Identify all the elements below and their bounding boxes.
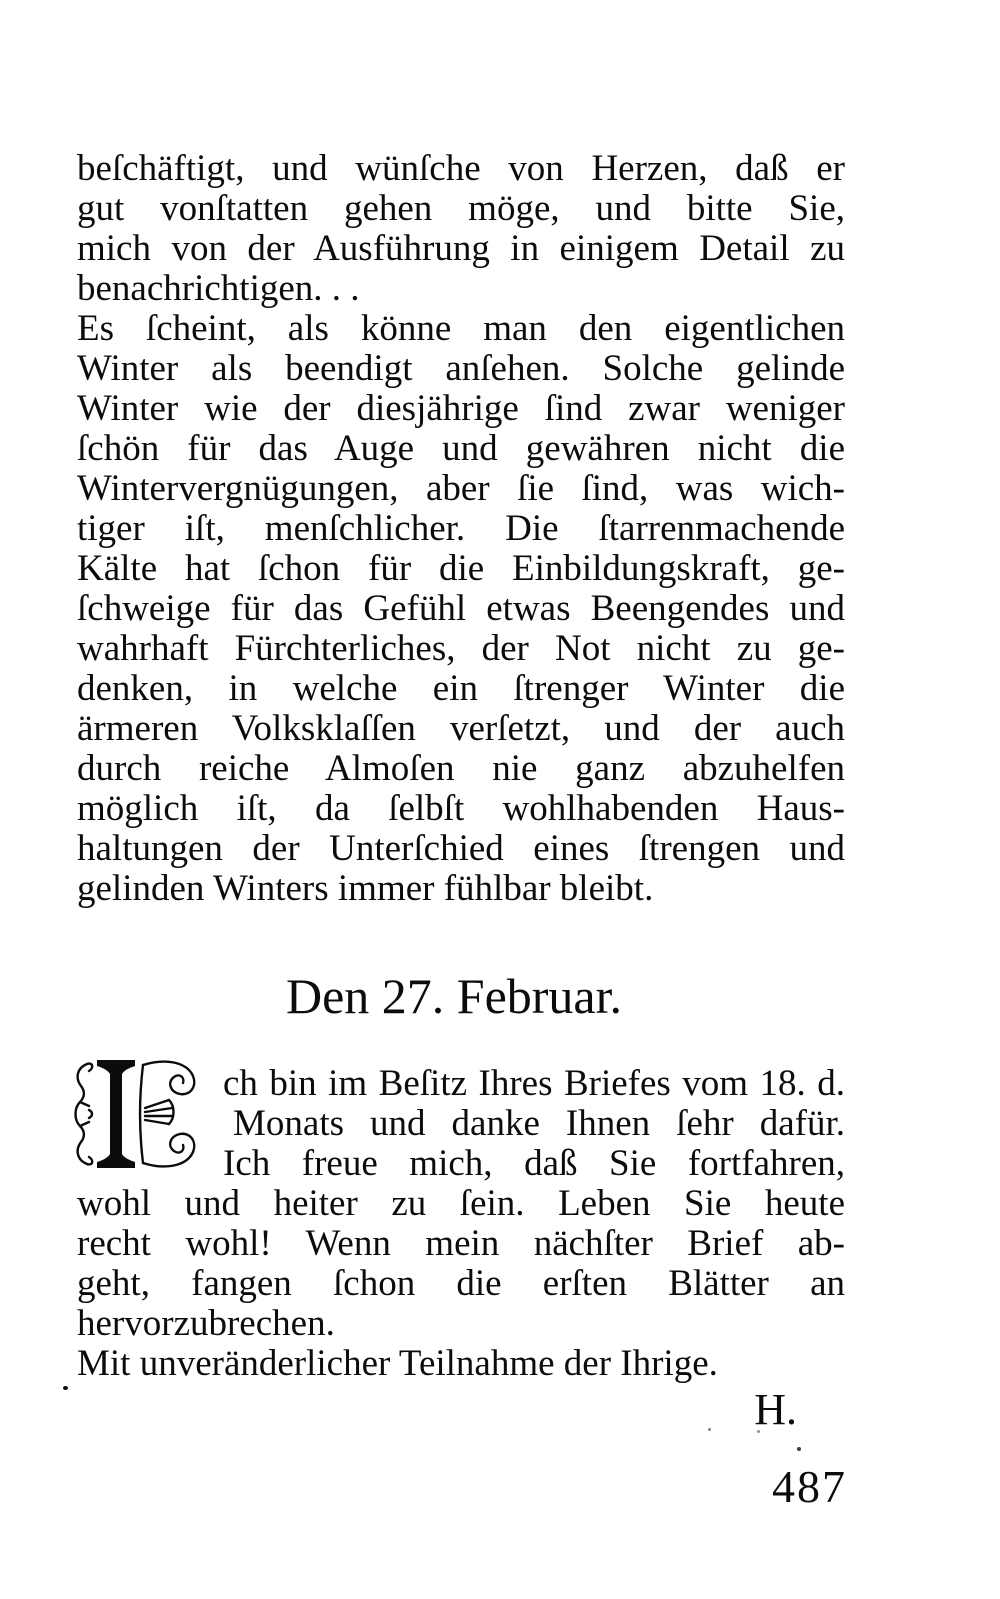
text-line: wahrhaft Fürchterliches, der Not nicht zu ge- [77,628,845,669]
text-line: ärmeren Volksklaſſen verſetzt, und der auch [77,708,845,749]
text-line: haltungen der Unterſchied eines ſtrengen und [77,828,845,869]
text-line: tiger iſt, menſchlicher. Die ſtarrenmachende [77,508,845,549]
text-line: benachrichtigen. . . [77,268,360,309]
text-line: gelinden Winters immer fühlbar bleibt. [77,868,654,909]
text-line: hervorzubrechen. [77,1303,335,1344]
text-line: möglich iſt, da ſelbſt wohlhabenden Haus- [77,788,845,829]
ink-speck [708,1428,711,1431]
text-line: wohl und heiter zu ſein. Leben Sie heute [77,1183,845,1224]
text-line: ch bin im Beſitz Ihres Briefes vom 18. d. [223,1063,845,1104]
letter-closing: Mit unveränderlicher Teilnahme der Ihrige. [77,1343,718,1384]
text-line: Kälte hat ſchon für die Einbildungskraft, ge- [77,548,845,589]
ink-speck [63,1386,68,1390]
letter-block [77,1056,845,1434]
body-text-block [77,149,845,909]
text-line: beſchäftigt, und wünſche von Herzen, daß er [77,148,845,189]
drop-cap-initial-I [73,1058,197,1170]
page-number: 487 [772,1461,847,1512]
text-line: denken, in welche ein ſtrenger Winter die [77,668,845,709]
text-line: Winter wie der diesjährige ſind zwar weniger [77,388,845,429]
acanthus-scroll-initial-icon [73,1058,197,1170]
date-heading: Den 27. Februar. [285,968,623,1024]
ink-speck [797,1447,801,1451]
text-line: durch reiche Almoſen nie ganz abzuhelfen [77,748,845,789]
text-line: Winter als beendigt anſehen. Solche gelinde [77,348,845,389]
text-line: ſchön für das Auge und gewähren nicht die [77,428,845,469]
text-line: Wintervergnügungen, aber ſie ſind, was wich- [77,468,845,509]
letter-opening [77,1056,845,1184]
letter-lines-beside-initial [223,1064,845,1184]
ink-speck [757,1430,760,1433]
text-line: Monats und danke Ihnen ſehr dafür. [233,1103,845,1144]
text-line: Es ſcheint, als könne man den eigentlichen [77,308,845,349]
text-line: Ich freue mich, daß Sie fortfahren, [223,1143,845,1184]
text-line: ſchweige für das Gefühl etwas Beengendes und [77,588,845,629]
text-line: gut vonſtatten gehen möge, und bitte Sie, [77,188,845,229]
signature-initial: H. [754,1385,797,1434]
text-line: geht, fangen ſchon die erſten Blätter an [77,1263,845,1304]
text-line: recht wohl! Wenn mein nächſter Brief ab- [77,1223,845,1264]
text-line: mich von der Ausführung in einigem Detail zu [77,228,845,269]
